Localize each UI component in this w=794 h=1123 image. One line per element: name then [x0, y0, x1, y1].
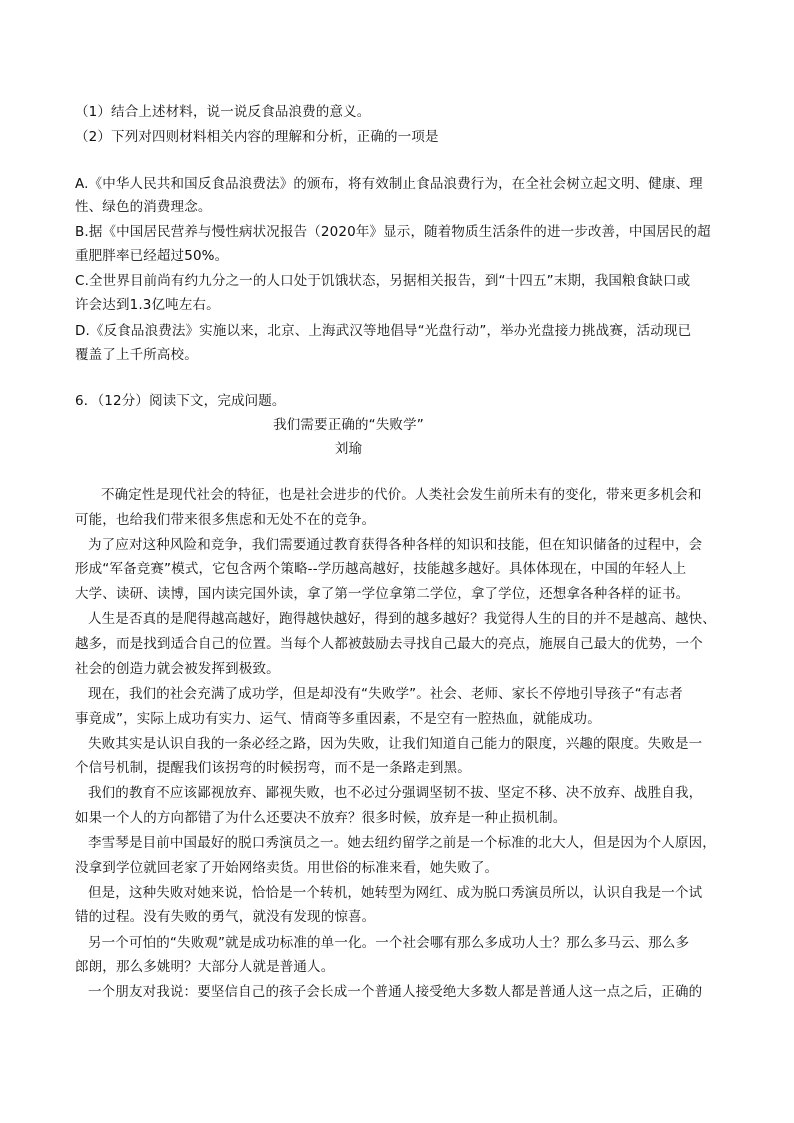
article-p1-line-2: 可能，也给我们带来很多焦虑和无处不在的竞争。	[75, 512, 376, 528]
article-p10-line-1: 一个朋友对我说：要坚信自己的孩子会长成一个普通人接受绝大多数人都是普通人这一点之后，正确的	[88, 984, 703, 1000]
article-p2-line-2: 形成“军备竞赛”模式，它包含两个策略--学历越高越好，技能越多越好。具体体现在，中国的年轻人上	[75, 561, 687, 577]
article-p9-line-2: 郎朗，那么多姚明？大部分人就是普通人。	[75, 959, 335, 975]
article-p2-line-1: 为了应对这种风险和竞争，我们需要通过教育获得各种各样的知识和技能，但在知识储备的过程中，会	[88, 537, 703, 553]
article-p3-line-3: 社会的创造力就会被发挥到极致。	[75, 661, 280, 677]
article-p7-line-2: 没拿到学位就回老家了开始网络卖货。用世俗的标准来看，她失败了。	[75, 860, 499, 876]
article-p5-line-1: 失败其实是认识自我的一条必经之路，因为失败，让我们知道自己能力的限度，兴趣的限度。失败是一	[88, 736, 703, 752]
article-p1-line-1: 不确定性是现代社会的特征，也是社会进步的代价。人类社会发生前所未有的变化，带来更多机会和	[101, 487, 702, 503]
option-c-line-1: C.全世界目前尚有约九分之一的人口处于饥饿状态，另据相关报告，到“十四五”末期，我国粮食缺口或	[75, 273, 691, 289]
article-p6-line-1: 我们的教育不应该鄙视放弃、鄙视失败，也不必过分强调坚韧不拔、坚定不移、决不放弃、战胜自我，	[88, 785, 703, 801]
option-b-line-1: B.据《中国居民营养与慢性病状况报告（2020年》显示，随着物质生活条件的进一步改善，中国居民的超	[75, 224, 711, 240]
article-p3-line-2: 越多，而是找到适合自己的位置。当每个人都被鼓励去寻找自己最大的亮点，施展自己最大的优势，一个	[75, 636, 703, 652]
article-title: 我们需要正确的“失败学”	[273, 417, 424, 433]
article-p9-line-1: 另一个可怕的“失败观”就是成功标准的单一化。一个社会哪有那么多成功人士？那么多马云、那么多	[88, 935, 690, 951]
article-p5-line-2: 个信号机制，提醒我们该拐弯的时候拐弯，而不是一条路走到黑。	[75, 760, 471, 776]
option-d-line-2: 覆盖了上千所高校。	[75, 347, 198, 363]
article-p8-line-2: 错的过程。没有失败的勇气，就没有发现的惊喜。	[75, 909, 376, 925]
article-p7-line-1: 李雪琴是目前中国最好的脱口秀演员之一。她去纽约留学之前是一个标准的北大人，但是因为个人原因，	[88, 835, 716, 851]
article-p4-line-2: 事竟成”，实际上成功有实力、运气、情商等多重因素，不是空有一腔热血，就能成功。	[75, 711, 601, 727]
option-d-line-1: D.《反食品浪费法》实施以来，北京、上海武汉等地倡导“光盘行动”，举办光盘接力挑战赛，活动现已	[75, 323, 692, 339]
question-1: （1）结合上述材料，说一说反食品浪费的意义。	[75, 104, 371, 120]
question-2: （2）下列对四则材料相关内容的理解和分析，正确的一项是	[75, 129, 439, 145]
article-p6-line-2: 如果一个人的方向都错了为什么还要决不放弃？很多时候，放弃是一种止损机制。	[75, 810, 567, 826]
article-p2-line-3: 大学、读研、读博，国内读完国外读，拿了第一学位拿第二学位，拿了学位，还想拿各种各样的证书。	[75, 586, 690, 602]
option-c-line-2: 许会达到1.3亿吨左右。	[75, 297, 220, 313]
article-p4-line-1: 现在，我们的社会充满了成功学，但是却没有“失败学”。社会、老师、家长不停地引导孩子“有志者	[88, 686, 683, 702]
section-heading: 6．（12分）阅读下文，完成问题。	[75, 393, 286, 409]
article-p3-line-1: 人生是否真的是爬得越高越好，跑得越快越好，得到的越多越好？我觉得人生的目的并不是越高、越快、	[88, 611, 716, 627]
article-author: 刘瑜	[334, 441, 363, 457]
option-a-line-1: A.《中华人民共和国反食品浪费法》的颁布，将有效制止食品浪费行为，在全社会树立起文明、健康、理	[75, 176, 703, 192]
option-a-line-2: 性、绿色的消费理念。	[75, 199, 212, 215]
article-p8-line-1: 但是，这种失败对她来说，恰恰是一个转机，她转型为网红、成为脱口秀演员所以，认识自我是一个试	[88, 885, 703, 901]
option-b-line-2: 重肥胖率已经超过50%。	[75, 248, 229, 264]
